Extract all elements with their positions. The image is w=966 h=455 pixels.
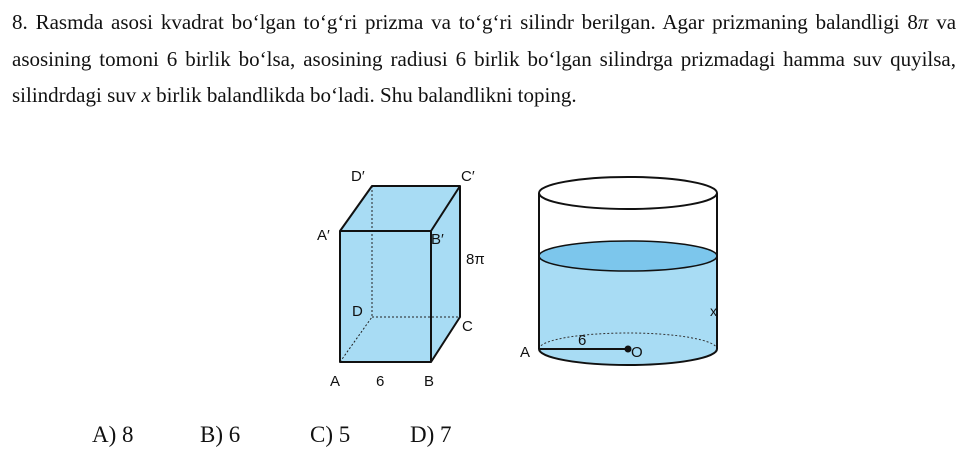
label-c: C	[462, 318, 473, 335]
answer-a-value: 8	[122, 422, 134, 447]
x-variable: x	[141, 83, 151, 107]
answer-b-letter: B)	[200, 422, 223, 447]
answer-c[interactable]	[310, 422, 350, 448]
prism-figure	[317, 168, 485, 390]
label-cyl-a: A	[520, 344, 531, 361]
answer-d-value: 7	[440, 422, 452, 447]
cylinder-figure	[520, 177, 717, 365]
problem-number: 8.	[12, 10, 28, 34]
pi-symbol: π	[917, 10, 929, 34]
prism-front-face	[340, 231, 431, 362]
problem-text-part2: va asosining tomoni 6 birlik bo‘lsa, asosining radiusi 6 birlik bo‘lgan silindrga prizmadagi hamma suv quyilsa, silindrdagi suv	[12, 10, 957, 107]
answer-b-value: 6	[228, 422, 241, 447]
label-cyl-height-x: x	[710, 303, 717, 319]
cylinder-top-ellipse	[539, 177, 717, 209]
label-height-8pi: 8π	[466, 251, 485, 268]
problem-text-part1: Rasmda asosi kvadrat bo‘lgan to‘g‘ri prizma va to‘g‘ri silindr berilgan. Agar prizmaning balandligi 8	[35, 10, 918, 34]
label-b-prime: B′	[431, 231, 444, 248]
label-c-prime: C′	[461, 168, 475, 185]
answer-b[interactable]	[200, 422, 240, 448]
answer-d-letter: D)	[410, 422, 435, 447]
answer-a-letter: A)	[92, 422, 117, 447]
label-cyl-radius: 6	[578, 332, 587, 349]
label-side-6: 6	[376, 373, 385, 390]
label-cyl-o: O	[631, 344, 643, 361]
cylinder-water-surface	[539, 241, 717, 271]
answer-c-value: 5	[338, 422, 351, 447]
answer-a[interactable]	[92, 422, 134, 448]
answer-c-letter: C)	[310, 422, 333, 447]
label-d-prime: D′	[351, 168, 365, 185]
label-a: A	[330, 373, 341, 390]
label-d: D	[352, 303, 363, 320]
label-b: B	[424, 373, 435, 390]
problem-text-part3: birlik balandlikda bo‘ladi. Shu balandlikni toping.	[150, 83, 577, 107]
label-a-prime: A′	[317, 227, 330, 244]
answer-d[interactable]	[410, 422, 452, 448]
